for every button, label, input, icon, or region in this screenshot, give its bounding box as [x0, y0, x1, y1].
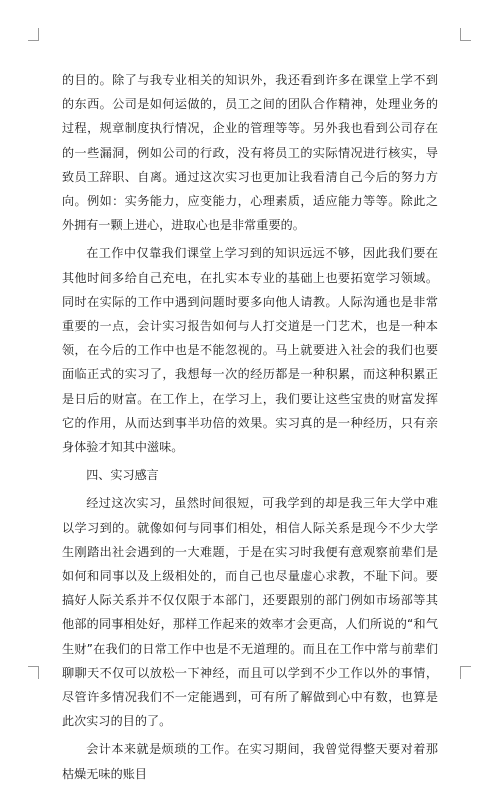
- crop-mark-bottom-right: [460, 666, 471, 679]
- paragraph-reflections: 经过这次实习，虽然时间很短，可我学到的却是我三年大学中难以学习到的。就像如何与同事们相处，相信人际关系是现今不少大学生刚踏出社会遇到的一大难题，于是在实习时我便有意观察前辈们是如何和同事以及上级相处的，而自己也尽量虚心求教，不耻下问。要搞好人际关系并不仅仅限于本部门，还要跟别的部门例如市场部等其他部的同事相处好，那样工作起来的效率才会更高，人们所说的“和气生财”在我们的日常工作中也是不无道理的。而且在工作中常与前辈们聊聊天不仅可以放松一下神经，而且可以学到不少工作以外的事情，尽管许多情况我们不一定能遇到，可有所了解做到心中有数，也算是此次实习的目的了。: [62, 496, 438, 729]
- crop-mark-bottom-left: [28, 666, 39, 679]
- document-body: [62, 68, 438, 786]
- paragraph-purpose: 的目的。除了与我专业相关的知识外，我还看到许多在课堂上学不到的东西。公司是如何运做的，员工之间的团队合作精神，处理业务的过程，规章制度执行情况，企业的管理等等。另外我也看到公司存在的一些漏洞，例如公司的行政，没有将员工的实际情况进行核实，导致员工辞职、自离。通过这次实习也更加让我看清自己今后的努力方向。例如：实务能力，应变能力，心理素质，适应能力等等。除此之外拥有一颗上进心，进取心也是非常重要的。: [62, 73, 438, 233]
- paragraph-accounting: 会计本来就是烦琐的工作。在实习期间，我曾觉得整天要对着那枯燥无味的账目: [62, 742, 438, 781]
- crop-mark-top-left: [28, 28, 39, 41]
- paragraph-learning: 在工作中仅靠我们课堂上学习到的知识远远不够，因此我们要在其他时间多给自己充电，在扎实本专业的基础上也要拓宽学习领域。同时在实际的工作中遇到问题时要多向他人请教。人际沟通也是非常重要的一点，会计实习报告如何与人打交道是一门艺术，也是一种本领，在今后的工作中也是不能忽视的。马上就要进入社会的我们也要面临正式的实习了，我想每一次的经历都是一种积累，而这种积累正是日后的财富。在工作上，在学习上，我们要让这些宝贵的财富发挥它的作用，从而达到事半功倍的效果。实习真的是一种经历，只有亲身体验才知其中滋味。: [62, 246, 438, 455]
- crop-mark-top-right: [460, 28, 471, 41]
- section-heading-internship-reflections: 四、实习感言: [86, 468, 159, 483]
